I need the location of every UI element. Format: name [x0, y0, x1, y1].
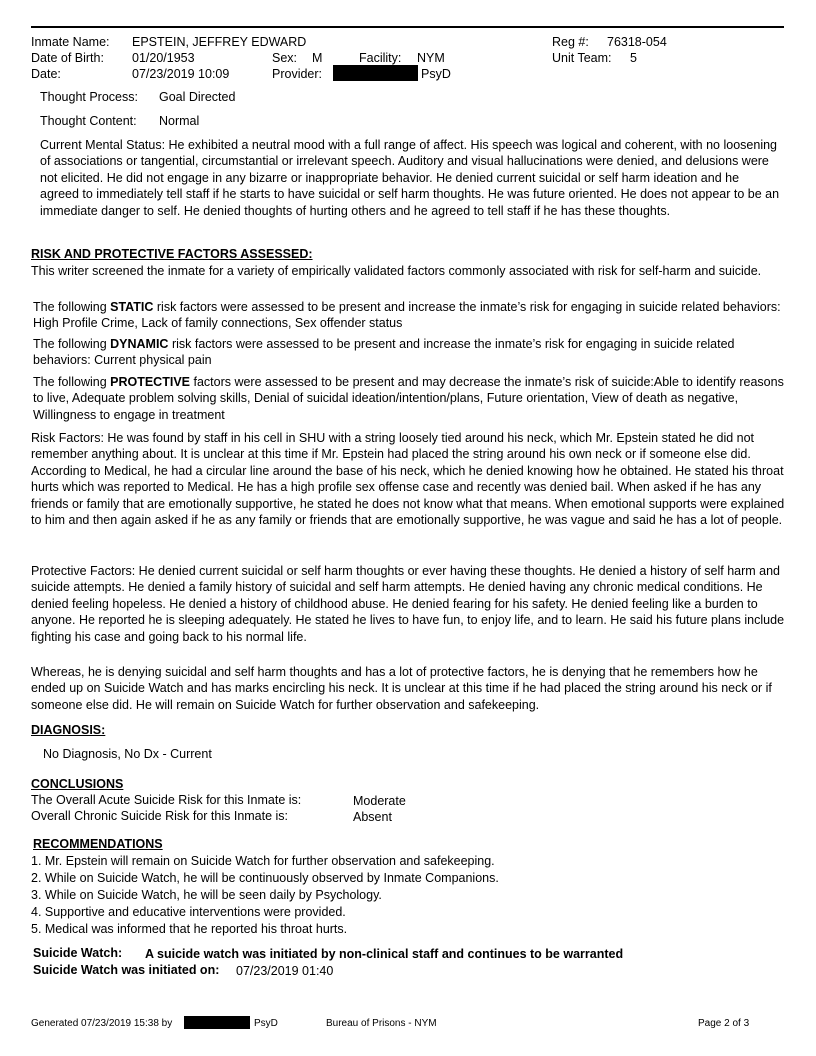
provider-label: Provider:: [272, 67, 323, 81]
static-factors: [33, 299, 788, 332]
reg-label: Reg #:: [552, 35, 589, 49]
thought-process-label: Thought Process:: [40, 90, 138, 104]
footer-bureau: Bureau of Prisons - NYM: [326, 1018, 437, 1029]
protective-factors: [33, 374, 788, 423]
conclusions-heading: CONCLUSIONS: [31, 777, 124, 791]
thought-content-value: Normal: [159, 114, 200, 128]
dob-label: Date of Birth:: [31, 51, 104, 65]
facility-value: NYM: [417, 51, 445, 65]
reg-value: 76318-054: [607, 35, 667, 49]
risk-factors-paragraph: Risk Factors: He was found by staff in his cell in SHU with a string loosely tied around his neck, which Mr. Epstein stated he did not remember anything about. It is unclear at this time if Mr. Epstein had placed the string around his own neck or if someone else did. According to Medical, he had a circular line around the base of his neck, which he denied knowing how he obtained. He stated his throat hurts which was reported to Medical. He has a high profile sex offense case and recently was denied bail. When asked if he has any friends or family that are emotionally supportive, he stated he does not know what that means. When emotional supports were explained to him and then again asked if he as any family or friends that are emotionally supportive, he was vague and said he has a lot of people.: [31, 431, 785, 528]
date-value: 07/23/2019 10:09: [132, 67, 230, 81]
unit-label: Unit Team:: [552, 51, 612, 65]
inmate-name-label: Inmate Name:: [31, 35, 110, 49]
chronic-risk-label: Overall Chronic Suicide Risk for this Inmate is:: [31, 809, 289, 823]
footer-redaction: [184, 1016, 250, 1029]
dynamic-keyword: DYNAMIC: [110, 337, 169, 351]
suicide-watch-label: Suicide Watch:: [33, 946, 123, 960]
provider-redaction: [333, 65, 418, 81]
sex-label: Sex:: [272, 51, 298, 65]
header-rule: [31, 26, 784, 28]
acute-risk-value: Moderate: [353, 794, 406, 808]
recommendations-heading: RECOMMENDATIONS: [33, 837, 163, 851]
thought-process-value: Goal Directed: [159, 90, 236, 104]
recommendation-item: 4. Supportive and educative interventions were provided.: [31, 905, 346, 919]
provider-suffix: PsyD: [421, 67, 451, 81]
recommendation-item: 1. Mr. Epstein will remain on Suicide Watch for further observation and safekeeping.: [31, 854, 495, 868]
footer-generated: Generated 07/23/2019 15:38 by: [31, 1018, 173, 1029]
recommendation-item: 2. While on Suicide Watch, he will be continuously observed by Inmate Companions.: [31, 871, 499, 885]
inmate-name: EPSTEIN, JEFFREY EDWARD: [132, 35, 307, 49]
protective-factors-paragraph: Protective Factors: He denied current suicidal or self harm thoughts or ever having these thoughts. He denied a history of self harm and suicide attempts. He denied a family history of suicidal and self harm attempts. He denied having any chronic medical conditions. He denied feeling hopeless. He denied a history of childhood abuse. He denied fearing for his safety. He denied feeling like a burden to anyone. He reported he is sleeping adequately. He stated he lives to have fun, to enjoy life, and to learn. He said his future plans include fighting his case and going back to his normal life.: [31, 564, 785, 644]
date-label: Date:: [31, 67, 61, 81]
risk-heading: RISK AND PROTECTIVE FACTORS ASSESSED:: [31, 247, 313, 261]
dynamic-factors: [33, 336, 788, 369]
page-number: Page 2 of 3: [698, 1018, 750, 1029]
protective-pre: The following: [33, 375, 111, 389]
unit-value: 5: [630, 51, 637, 65]
acute-risk-label: The Overall Acute Suicide Risk for this Inmate is:: [31, 793, 302, 807]
dob-value: 01/20/1953: [132, 51, 195, 65]
footer-suffix: PsyD: [254, 1018, 278, 1029]
dynamic-post: risk factors were assessed to be present and increase the inmate’s risk for engaging in suicide related behaviors: Current physical pain: [33, 337, 735, 368]
thought-content-label: Thought Content:: [40, 114, 137, 128]
protective-keyword: PROTECTIVE: [110, 375, 190, 389]
recommendation-item: 5. Medical was informed that he reported his throat hurts.: [31, 922, 348, 936]
current-mental-status: Current Mental Status: He exhibited a neutral mood with a full range of affect. His speech was logical and coherent, with no loosening of associations or tangential, circumstantial or irrelevant speech. Auditory and visual hallucinations were denied, and delusions were not elicited. He did not engage in any bizarre or inappropriate behavior. He denied current suicidal or self harm ideation and he agreed to immediately tell staff if he starts to have suicidal or self harm thoughts. He was future oriented. He does not appear to be an immediate danger to self. He denied thoughts of hurting others and he agreed to tell staff if he has these thoughts.: [40, 138, 780, 218]
dynamic-pre: The following: [33, 337, 111, 351]
suicide-watch-text: A suicide watch was initiated by non-clinical staff and continues to be warranted: [145, 947, 624, 961]
suicide-watch-initiated-value: 07/23/2019 01:40: [236, 964, 334, 978]
recommendation-item: 3. While on Suicide Watch, he will be seen daily by Psychology.: [31, 888, 382, 902]
risk-intro: This writer screened the inmate for a variety of empirically validated factors commonly associated with risk for self-harm and suicide.: [31, 264, 762, 278]
static-pre: The following: [33, 300, 111, 314]
whereas-paragraph: Whereas, he is denying suicidal and self harm thoughts and has a lot of protective factors, he is denying that he remembers how he ended up on Suicide Watch and has marks encircling his neck. It is unclear at this time if he had placed the string around his neck or if someone else did. He will remain on Suicide Watch for further observation and safekeeping.: [31, 665, 772, 712]
suicide-watch-initiated-label: Suicide Watch was initiated on:: [33, 963, 220, 977]
chronic-risk-value: Absent: [353, 810, 392, 824]
protective-post: factors were assessed to be present and may decrease the inmate’s risk of suicide:Able to identify reasons to live, Adequate problem solving skills, Denial of suicidal ideation/intention/plans, Future orientation, View of death as negative, Willingness to engage in treatment: [33, 375, 784, 422]
facility-label: Facility:: [359, 51, 402, 65]
static-post: risk factors were assessed to be present and increase the inmate’s risk for engaging in suicide related behaviors: High Profile Crime, Lack of family connections, Sex offender status: [33, 300, 781, 331]
static-keyword: STATIC: [110, 300, 154, 314]
diagnosis-text: No Diagnosis, No Dx - Current: [43, 747, 212, 761]
diagnosis-heading: DIAGNOSIS:: [31, 723, 106, 737]
sex-value: M: [312, 51, 323, 65]
